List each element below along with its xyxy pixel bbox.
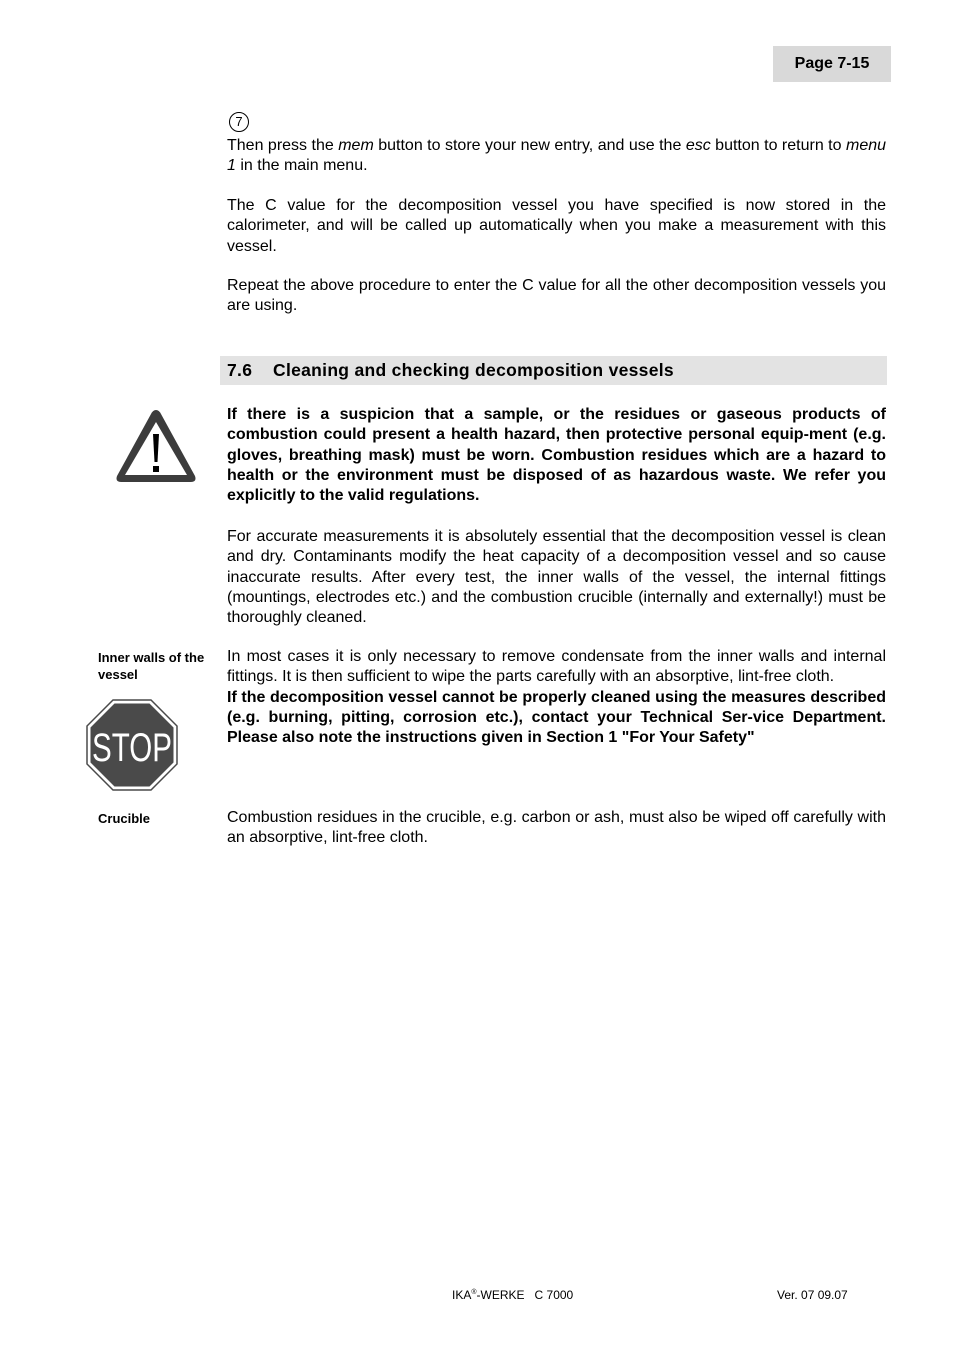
stop-sign-text: STOP <box>92 726 172 770</box>
c-value-stored-paragraph: The C value for the decomposition vessel you have specified is now stored in the calorimeter, and will be called up automatically when you make a measurement with this vessel. <box>227 197 886 255</box>
accuracy-paragraph: For accurate measurements it is absolutely essential that the decomposition vessel is clean and dry. Contaminants modify the heat capacity of a decomposition vessel and so cause inaccurate results. After every test, the inner walls of the vessel, the internal fittings (mountings, electrodes etc.) and the combustion crucible (internally and externally!) must be thoroughly cleaned. <box>227 528 886 627</box>
circled-number-icon: 7 <box>229 112 249 132</box>
footer-version: Ver. 07 09.07 <box>777 1288 848 1302</box>
health-hazard-warning: If there is a suspicion that a sample, or the residues or gaseous products of combustion could present a health hazard, then protective personal equip-ment (e.g. gloves, breathing mask) must be worn. Combustion residues which are a hazard to health or the environment must be disposed of as hazardous waste. We refer you explicitly to the valid regulations. <box>227 406 886 505</box>
inner-walls-margin-label: Inner walls of the vessel <box>98 650 205 682</box>
crucible-paragraph: Combustion residues in the crucible, e.g. carbon or ash, must also be wiped off carefully with an absorptive, lint-free cloth. <box>227 809 886 847</box>
cleaning-failure-warning: If the decomposition vessel cannot be properly cleaned using the measures described (e.g. burning, pitting, corrosion etc.), contact your Technical Ser-vice Department. Please also note the instructions given in Section 1 "For Your Safety" <box>227 688 886 747</box>
footer-brand: IKA®-WERKE C 7000 <box>452 1288 574 1302</box>
page-number-badge: Page 7-15 <box>773 46 891 82</box>
section-heading <box>220 356 887 385</box>
repeat-procedure-paragraph: Repeat the above procedure to enter the C value for all the other decomposition vessels you are using. <box>227 277 886 315</box>
section-number: 7.6 <box>227 360 253 380</box>
inner-walls-paragraph: In most cases it is only necessary to remove condensate from the inner walls and internal fittings. It is then sufficient to wipe the parts carefully with an absorptive, lint-free cloth. <box>227 648 886 686</box>
stop-sign-icon <box>86 699 178 791</box>
store-entry-paragraph: Then press the mem button to store your new entry, and use the esc button to return to menu 1 in the main menu. <box>227 137 887 175</box>
warning-triangle-icon <box>113 406 199 486</box>
section-title: Cleaning and checking decomposition vessels <box>273 360 674 380</box>
crucible-margin-label: Crucible <box>98 811 151 826</box>
inner-walls-block <box>227 647 886 748</box>
